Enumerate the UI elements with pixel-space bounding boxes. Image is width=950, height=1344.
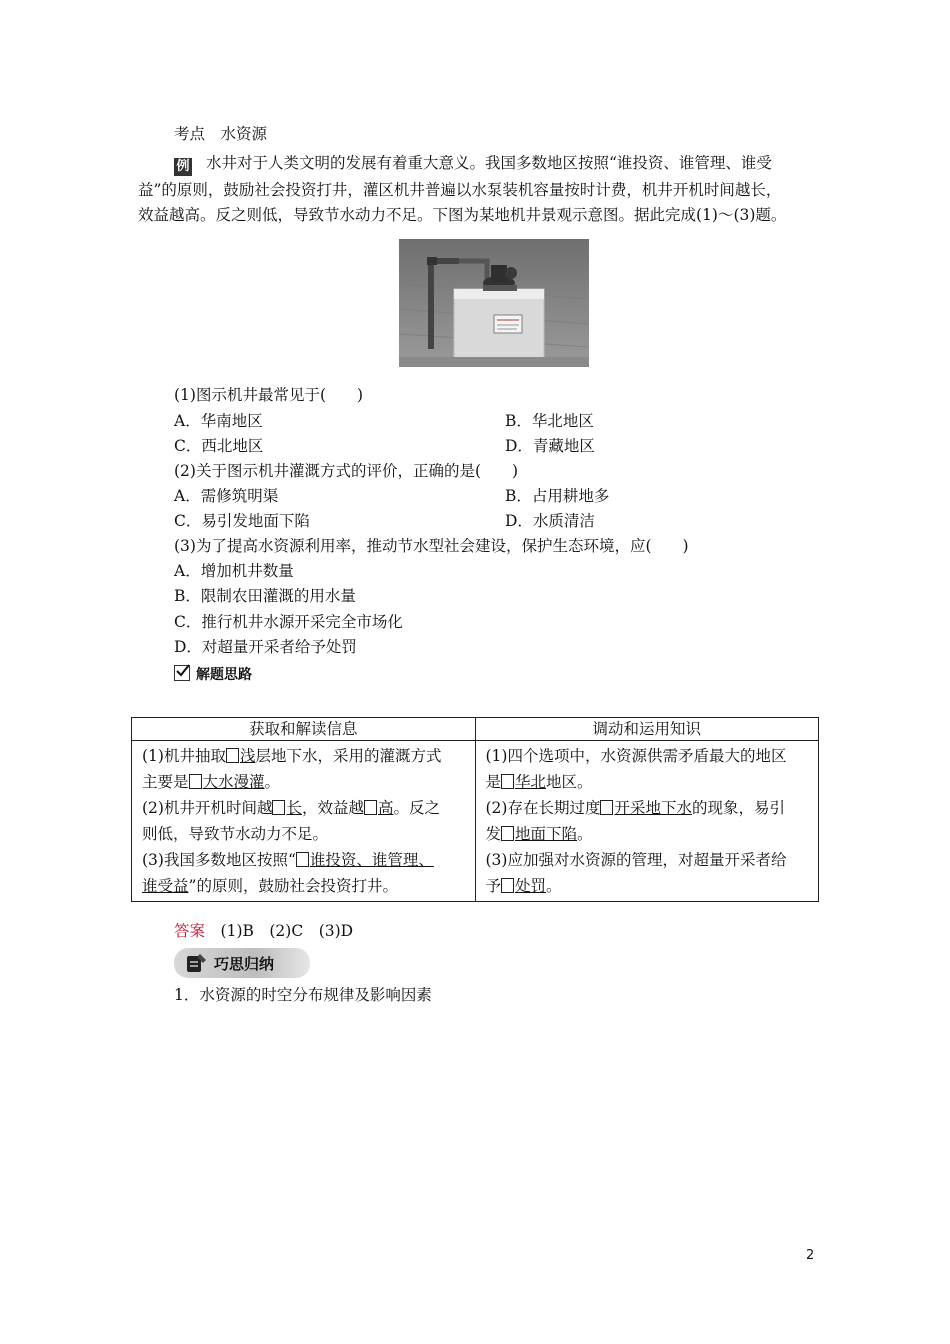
summary-item-1: 1．水资源的时空分布规律及影响因素 [174, 986, 432, 1004]
text: 。 [546, 877, 562, 895]
example-text-1: 水井对于人类文明的发展有着重大意义。我国多数地区按照“谁投资、谁管理、谁受 [206, 154, 772, 172]
answer-text: 华北 [515, 773, 547, 791]
q1-option-b: B．华北地区 [505, 412, 594, 430]
table-header-col2: 调动和运用知识 [475, 718, 819, 741]
summary-tag-label: 巧思归纳 [214, 955, 275, 973]
hint-heading [174, 664, 252, 686]
table-cell-right [475, 741, 819, 902]
answer-text: 地面下陷 [515, 825, 578, 843]
pencil-note-icon [184, 952, 208, 974]
answer-text: 开采地下水 [614, 799, 692, 817]
example-line-2: 益”的原则，鼓励社会投资打井，灌区机井普遍以水泵装机容量按时计费，机井开机时间越长， [138, 181, 782, 199]
q2-option-b: B．占用耕地多 [505, 487, 610, 505]
q1-option-c: C．西北地区 [174, 437, 264, 455]
text: (1)四个选项中，水资源供需矛盾最大的地区 [485, 747, 787, 765]
blank-box [296, 852, 309, 867]
table-cell-left [132, 741, 476, 902]
section-title: 考点 水资源 [174, 125, 268, 143]
example-badge: 例 [174, 158, 192, 176]
blank-box [226, 748, 239, 763]
text: 发 [485, 825, 502, 843]
answer-text: 长 [286, 799, 302, 817]
q1-option-a: A．华南地区 [174, 412, 263, 430]
text: 主要是 [142, 773, 189, 791]
example-line-3: 效益越高。反之则低，导致节水动力不足。下图为某地机井景观示意图。据此完成(1)～(3)题。 [138, 206, 787, 224]
text: 是 [485, 773, 502, 791]
text: ”的原则，鼓励社会投资打井。 [188, 877, 398, 895]
q1-option-d: D．青藏地区 [505, 437, 595, 455]
question-3-stem: (3)为了提高水资源利用率，推动节水型社会建设，保护生态环境，应( ) [174, 537, 689, 555]
table-header-row [132, 718, 819, 741]
text: 。反之 [393, 799, 441, 817]
blank-box [501, 826, 514, 841]
answer-text: 处罚 [515, 877, 547, 895]
table-row [132, 741, 819, 902]
blank-box [189, 774, 202, 789]
q2-option-d: D．水质清洁 [505, 512, 595, 530]
blank-box [600, 800, 613, 815]
text: (2)存在长期过度 [485, 799, 601, 817]
text: 层地下水，采用的灌溉方式 [255, 747, 442, 765]
answer-text: (1)B (2)C (3)D [220, 922, 354, 940]
text: 。 [264, 773, 281, 791]
blank-box [501, 878, 514, 893]
text: 予 [485, 877, 502, 895]
text: (1)机井抽取 [142, 747, 226, 765]
q2-option-c: C．易引发地面下陷 [174, 512, 310, 530]
q3-option-b: B．限制农田灌溉的用水量 [174, 587, 356, 605]
blank-box [272, 800, 285, 815]
q3-option-a: A．增加机井数量 [174, 562, 294, 580]
example-line-1 [174, 152, 772, 176]
text: 地区。 [546, 773, 593, 791]
answer-label: 答案 [174, 922, 206, 940]
question-1-stem: (1)图示机井最常见于( ) [174, 386, 364, 404]
question-2-stem: (2)关于图示机井灌溉方式的评价，正确的是( ) [174, 462, 519, 480]
table-header-col1: 获取和解读信息 [132, 718, 476, 741]
text: 。 [577, 825, 593, 843]
blank-box [364, 800, 377, 815]
answer-text: 谁受益 [142, 877, 189, 895]
answer-text: 高 [378, 799, 394, 817]
text: (3)应加强对水资源的管理，对超量开采者给 [485, 851, 787, 869]
text: (3)我国多数地区按照“ [142, 851, 296, 869]
text: (2)机井开机时间越 [142, 799, 273, 817]
text: 则低，导致节水动力不足。 [142, 825, 329, 843]
text: ，效益越 [301, 799, 364, 817]
answer-text: 谁投资、谁管理、 [309, 851, 434, 869]
page-number: 2 [806, 1248, 815, 1263]
hint-label: 解题思路 [196, 667, 252, 683]
answer-text: 大水漫灌 [202, 773, 265, 791]
well-illustration [399, 239, 589, 367]
well-photo [399, 239, 589, 367]
answer-text: 浅 [239, 747, 256, 765]
analysis-table [131, 717, 819, 902]
blank-box [501, 774, 514, 789]
q3-option-c: C．推行机井水源开采完全市场化 [174, 613, 403, 631]
checkbox-check-icon [174, 665, 190, 681]
q3-option-d: D．对超量开采者给予处罚 [174, 638, 357, 656]
q2-option-a: A．需修筑明渠 [174, 487, 279, 505]
text: 的现象，易引 [691, 799, 785, 817]
summary-tag [174, 948, 310, 978]
answer-line [174, 920, 353, 942]
